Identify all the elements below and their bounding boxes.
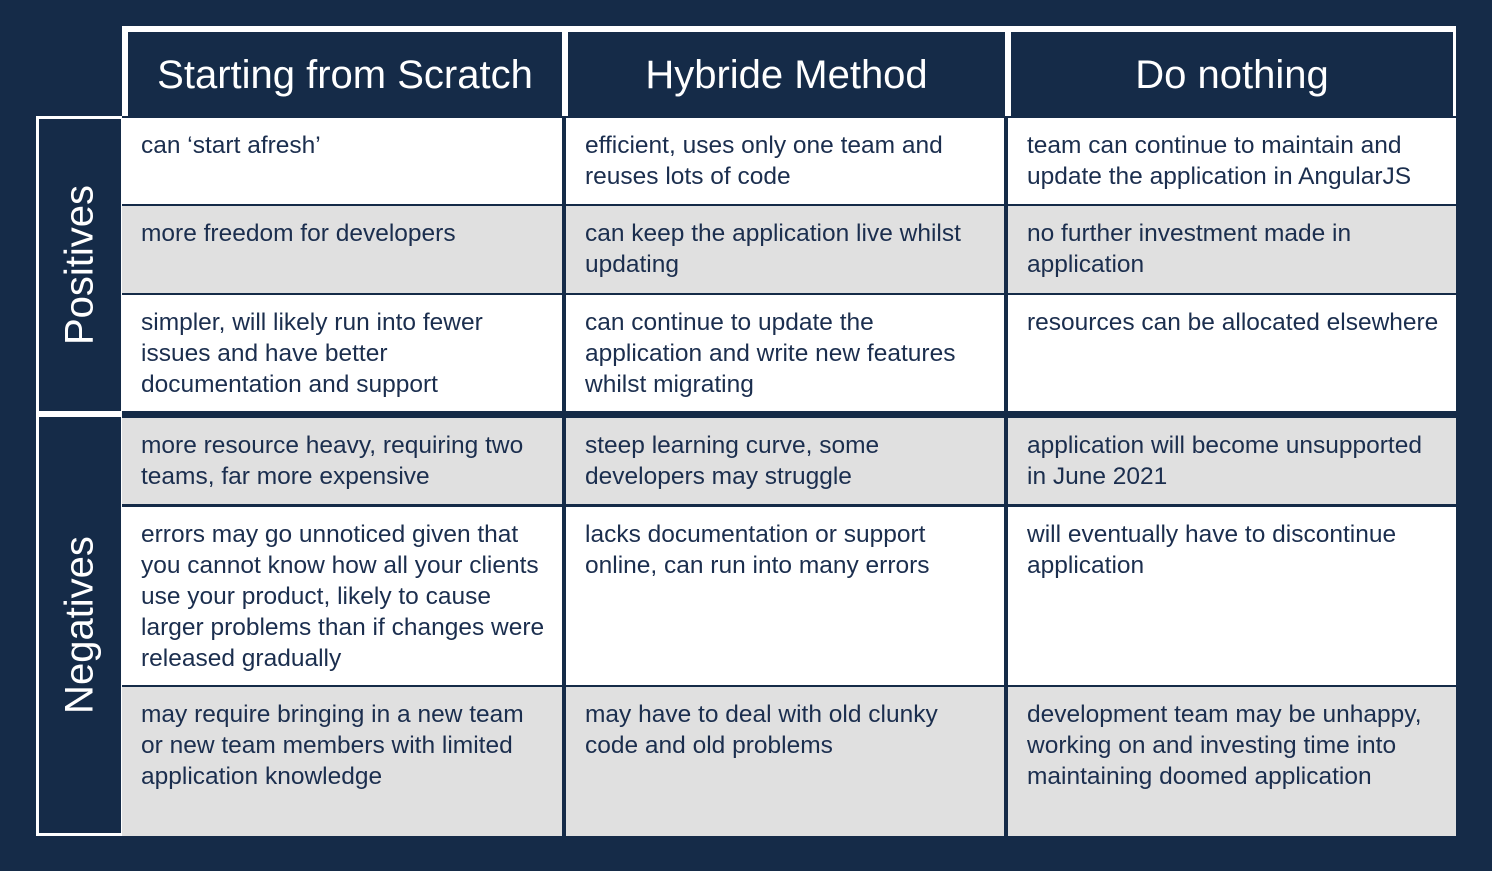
table-cell: may require bringing in a new team or new team members with limited application knowledge [122,687,562,836]
header-row [122,26,1456,118]
column-header-hybride-method: Hybride Method [568,32,1005,118]
table-cell: lacks documentation or support online, can run into many errors [566,507,1004,685]
table-cell: will eventually have to discontinue application [1008,507,1456,685]
table-cell: can ‘start afresh’ [122,118,562,204]
table-cell: can continue to update the application and write new features whilst migrating [566,295,1004,411]
table-cell: team can continue to maintain and update the application in AngularJS [1008,118,1456,204]
column-header-starting-from-scratch: Starting from Scratch [128,32,562,118]
row-group-negatives [36,414,124,836]
row-group-positives [36,116,124,414]
table-cell: resources can be allocated elsewhere [1008,295,1456,411]
table-cell: may have to deal with old clunky code and old problems [566,687,1004,836]
table-cell: more resource heavy, requiring two teams, far more expensive [122,418,562,504]
row-group-label: Negatives [57,536,102,714]
table-cell: errors may go unnoticed given that you cannot know how all your clients use your product, likely to cause larger problems than if changes were released gradually [122,507,562,685]
table-cell: development team may be unhappy, working on and investing time into maintaining doomed application [1008,687,1456,836]
column-header-do-nothing: Do nothing [1011,32,1453,118]
table-cell: no further investment made in application [1008,206,1456,293]
table-cell: application will become unsupported in June 2021 [1008,418,1456,504]
table-cell: simpler, will likely run into fewer issues and have better documentation and support [122,295,562,411]
table-cell: more freedom for developers [122,206,562,293]
table-cell: steep learning curve, some developers may struggle [566,418,1004,504]
table-cell: can keep the application live whilst updating [566,206,1004,293]
table-cell: efficient, uses only one team and reuses lots of code [566,118,1004,204]
row-group-label: Positives [57,184,102,346]
